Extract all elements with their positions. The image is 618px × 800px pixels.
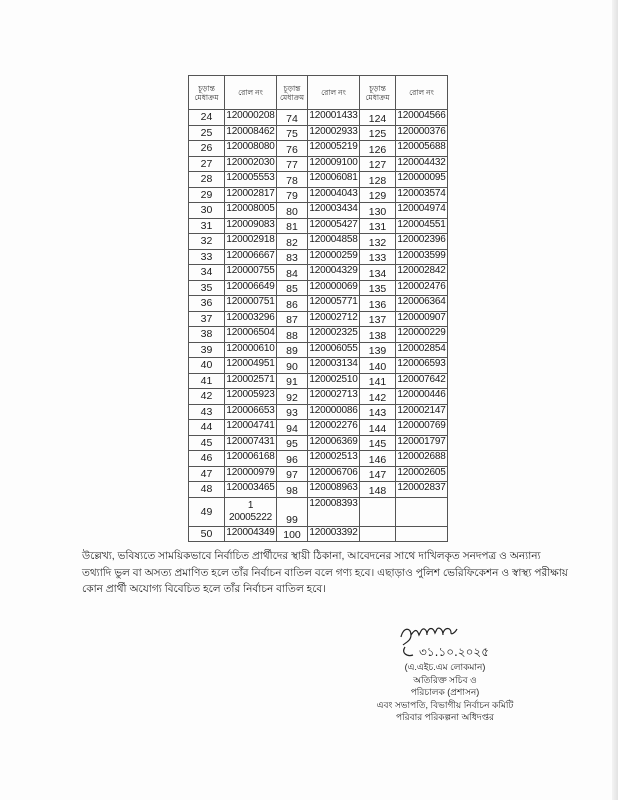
merit-serial: 43 [189, 404, 225, 420]
signature-date: ৩১.১০.২০২৫ [419, 645, 490, 659]
roll-number: 120002712 [308, 311, 360, 327]
merit-serial: 26 [189, 141, 225, 157]
merit-serial: 77 [277, 156, 308, 172]
roll-number: 120004043 [308, 187, 360, 203]
roll-number: 120003134 [308, 358, 360, 374]
header-serial: চূড়ান্ত মেধাক্রম [360, 76, 396, 110]
merit-serial: 89 [277, 342, 308, 358]
roll-number-part: 20005222 [229, 511, 272, 523]
merit-serial: 44 [189, 420, 225, 436]
merit-serial: 74 [277, 110, 308, 126]
roll-number: 120003392 [308, 526, 360, 542]
merit-serial: 133 [360, 249, 396, 265]
signatory-title-1: অতিরিক্ত সচিব ও [413, 674, 477, 685]
merit-serial: 45 [189, 435, 225, 451]
merit-serial: 47 [189, 466, 225, 482]
merit-serial: 38 [189, 327, 225, 343]
merit-serial: 127 [360, 156, 396, 172]
merit-serial: 41 [189, 373, 225, 389]
merit-serial: 95 [277, 435, 308, 451]
roll-number: 120004858 [308, 234, 360, 250]
table-row [189, 404, 448, 420]
roll-number: 120006055 [308, 342, 360, 358]
roll-number: 120006653 [225, 404, 277, 420]
table-row [189, 218, 448, 234]
roll-number: 120002571 [225, 373, 277, 389]
roll-number: 120008963 [308, 482, 360, 498]
merit-serial: 78 [277, 172, 308, 188]
table-row [189, 482, 448, 498]
table-row [189, 342, 448, 358]
merit-serial: 93 [277, 404, 308, 420]
table-row [189, 526, 448, 542]
merit-serial: 30 [189, 203, 225, 219]
roll-number: 120000755 [225, 265, 277, 281]
merit-serial: 31 [189, 218, 225, 234]
merit-serial: 144 [360, 420, 396, 436]
roll-number: 120001433 [308, 110, 360, 126]
merit-serial: 136 [360, 296, 396, 312]
merit-serial: 97 [277, 466, 308, 482]
roll-number: 120004329 [308, 265, 360, 281]
table-row [189, 265, 448, 281]
table-row [189, 451, 448, 467]
merit-serial: 48 [189, 482, 225, 498]
roll-number: 120002918 [225, 234, 277, 250]
roll-number: 120002510 [308, 373, 360, 389]
merit-serial: 130 [360, 203, 396, 219]
merit-serial: 92 [277, 389, 308, 405]
empty-cell [360, 526, 396, 542]
merit-serial: 124 [360, 110, 396, 126]
merit-serial: 100 [277, 526, 308, 542]
table-row [189, 373, 448, 389]
table-row [189, 466, 448, 482]
roll-number: 120002396 [396, 234, 448, 250]
roll-number: 120002476 [396, 280, 448, 296]
merit-serial: 140 [360, 358, 396, 374]
merit-serial: 75 [277, 125, 308, 141]
header-roll: রোল নং [396, 76, 448, 110]
empty-cell [360, 497, 396, 526]
merit-serial: 91 [277, 373, 308, 389]
table-row [189, 435, 448, 451]
merit-serial: 34 [189, 265, 225, 281]
signature-block [345, 661, 545, 724]
merit-serial: 135 [360, 280, 396, 296]
merit-serial: 138 [360, 327, 396, 343]
header-serial: চূড়ান্ত মেধাক্রম [189, 76, 225, 110]
merit-serial: 137 [360, 311, 396, 327]
roll-number: 120000208 [225, 110, 277, 126]
merit-serial: 145 [360, 435, 396, 451]
page-edge [612, 0, 618, 800]
merit-serial: 36 [189, 296, 225, 312]
merit-serial: 143 [360, 404, 396, 420]
merit-serial: 24 [189, 110, 225, 126]
merit-serial: 98 [277, 482, 308, 498]
merit-serial: 139 [360, 342, 396, 358]
roll-number: 120007642 [396, 373, 448, 389]
roll-number: 120003296 [225, 311, 277, 327]
merit-serial: 88 [277, 327, 308, 343]
roll-number: 120008393 [308, 497, 360, 526]
table-header-row [189, 76, 448, 110]
roll-number: 120008005 [225, 203, 277, 219]
roll-number: 120006369 [308, 435, 360, 451]
merit-serial: 35 [189, 280, 225, 296]
table-row [189, 497, 448, 526]
roll-number: 120004432 [396, 156, 448, 172]
merit-serial: 83 [277, 249, 308, 265]
merit-serial: 90 [277, 358, 308, 374]
merit-serial: 131 [360, 218, 396, 234]
merit-serial: 40 [189, 358, 225, 374]
table-row [189, 327, 448, 343]
signatory-office: পরিবার পরিকল্পনা অধিদপ্তর [395, 712, 495, 722]
merit-serial: 42 [189, 389, 225, 405]
signatory-title-2: পরিচালক (প্রশাসন) [410, 687, 480, 697]
merit-serial: 81 [277, 218, 308, 234]
roll-number: 120000095 [396, 172, 448, 188]
merit-serial: 49 [189, 497, 225, 526]
signature-scribble [397, 623, 507, 661]
roll-number: 120004566 [396, 110, 448, 126]
merit-serial: 39 [189, 342, 225, 358]
table-row [189, 296, 448, 312]
table-row [189, 187, 448, 203]
merit-serial: 146 [360, 451, 396, 467]
merit-list-table [188, 75, 448, 542]
merit-serial: 80 [277, 203, 308, 219]
header-roll: রোল নং [225, 76, 277, 110]
merit-serial: 82 [277, 234, 308, 250]
roll-number: 120000610 [225, 342, 277, 358]
roll-number: 120002325 [308, 327, 360, 343]
signatory-name: (এ.এইচ.এম লোকমান) [404, 662, 486, 672]
roll-number: 120004551 [396, 218, 448, 234]
roll-number: 120002030 [225, 156, 277, 172]
roll-number: 120003599 [396, 249, 448, 265]
roll-number: 120007431 [225, 435, 277, 451]
roll-number: 120002713 [308, 389, 360, 405]
roll-number: 120004974 [396, 203, 448, 219]
roll-number: 120002276 [308, 420, 360, 436]
merit-serial: 126 [360, 141, 396, 157]
merit-serial: 76 [277, 141, 308, 157]
merit-serial: 46 [189, 451, 225, 467]
roll-number: 120006504 [225, 327, 277, 343]
roll-number: 120004349 [225, 526, 277, 542]
roll-number: 120002933 [308, 125, 360, 141]
roll-number: 120006649 [225, 280, 277, 296]
roll-number: 120006168 [225, 451, 277, 467]
roll-number: 120002513 [308, 451, 360, 467]
roll-number: 120009100 [308, 156, 360, 172]
disclaimer-note: উল্লেখ্য, ভবিষ্যতে সাময়িকভাবে নির্বাচিত প্রার্থীদের স্থায়ী ঠিকানা, আবেদনের সাথে দাখিলকৃত সনদপত্র ও অন্যান্য তথ্যাদি ভুল বা অসত্য প্রমাণিত হলে তাঁর নির্বাচন বাতিল বলে গণ্য হবে। এছাড়াও পুলিশ ভেরিফিকেশন ও স্বাস্থ্য পরীক্ষায় কোন প্রার্থী অযোগ্য বিবেচিত হলে তাঁর নির্বাচন বাতিল হবে। [82, 550, 568, 595]
table-row [189, 172, 448, 188]
merit-serial: 27 [189, 156, 225, 172]
merit-serial: 147 [360, 466, 396, 482]
roll-number: 120000907 [396, 311, 448, 327]
table-row [189, 280, 448, 296]
roll-number: 120000229 [396, 327, 448, 343]
roll-number: 120000979 [225, 466, 277, 482]
merit-serial: 37 [189, 311, 225, 327]
roll-number: 120002842 [396, 265, 448, 281]
roll-number: 120002854 [396, 342, 448, 358]
table-row [189, 203, 448, 219]
merit-serial: 99 [277, 497, 308, 526]
roll-number: 120009083 [225, 218, 277, 234]
header-roll: রোল নং [308, 76, 360, 110]
roll-number: 120000086 [308, 404, 360, 420]
table-row [189, 311, 448, 327]
roll-number: 120008080 [225, 141, 277, 157]
merit-serial: 33 [189, 249, 225, 265]
roll-number: 120004951 [225, 358, 277, 374]
roll-number: 120003574 [396, 187, 448, 203]
merit-serial: 129 [360, 187, 396, 203]
roll-number: 120003434 [308, 203, 360, 219]
roll-number-part: 1 [247, 499, 254, 511]
roll-number: 120002837 [396, 482, 448, 498]
merit-serial: 84 [277, 265, 308, 281]
merit-serial: 87 [277, 311, 308, 327]
roll-number: 120006364 [396, 296, 448, 312]
roll-number: 120000376 [396, 125, 448, 141]
table-row [189, 249, 448, 265]
roll-number: 120005771 [308, 296, 360, 312]
roll-number: 120001797 [396, 435, 448, 451]
roll-number: 120000259 [308, 249, 360, 265]
merit-serial: 32 [189, 234, 225, 250]
merit-serial: 28 [189, 172, 225, 188]
table-row [189, 125, 448, 141]
merit-serial: 96 [277, 451, 308, 467]
merit-serial: 132 [360, 234, 396, 250]
roll-number: 120003465 [225, 482, 277, 498]
table-row [189, 110, 448, 126]
roll-number: 120000446 [396, 389, 448, 405]
merit-serial: 50 [189, 526, 225, 542]
merit-serial: 142 [360, 389, 396, 405]
roll-number: 120005427 [308, 218, 360, 234]
table-row [189, 234, 448, 250]
roll-number: 120000769 [396, 420, 448, 436]
empty-cell [396, 526, 448, 542]
roll-number: 120005219 [308, 141, 360, 157]
header-serial: চূড়ান্ত মেধাক্রম [277, 76, 308, 110]
merit-serial: 85 [277, 280, 308, 296]
table-row [189, 420, 448, 436]
roll-number [225, 497, 277, 526]
empty-cell [396, 497, 448, 526]
merit-serial: 134 [360, 265, 396, 281]
roll-number: 120000069 [308, 280, 360, 296]
table-row [189, 156, 448, 172]
merit-serial: 148 [360, 482, 396, 498]
roll-number: 120005553 [225, 172, 277, 188]
roll-number: 120002688 [396, 451, 448, 467]
merit-serial: 25 [189, 125, 225, 141]
roll-number: 120006593 [396, 358, 448, 374]
roll-number: 120008462 [225, 125, 277, 141]
table-row [189, 389, 448, 405]
roll-number: 120002147 [396, 404, 448, 420]
roll-number: 120005923 [225, 389, 277, 405]
merit-serial: 125 [360, 125, 396, 141]
roll-number: 120002817 [225, 187, 277, 203]
roll-number: 120000751 [225, 296, 277, 312]
merit-serial: 141 [360, 373, 396, 389]
roll-number: 120006706 [308, 466, 360, 482]
merit-serial: 128 [360, 172, 396, 188]
merit-serial: 79 [277, 187, 308, 203]
merit-serial: 29 [189, 187, 225, 203]
table-row [189, 141, 448, 157]
roll-number: 120006667 [225, 249, 277, 265]
roll-number: 120002605 [396, 466, 448, 482]
roll-number: 120004741 [225, 420, 277, 436]
roll-number: 120005688 [396, 141, 448, 157]
merit-serial: 86 [277, 296, 308, 312]
signatory-title-3: এবং সভাপতি, বিভাগীয় নির্বাচন কমিটি [376, 699, 514, 710]
roll-number: 120006081 [308, 172, 360, 188]
table-row [189, 358, 448, 374]
merit-serial: 94 [277, 420, 308, 436]
